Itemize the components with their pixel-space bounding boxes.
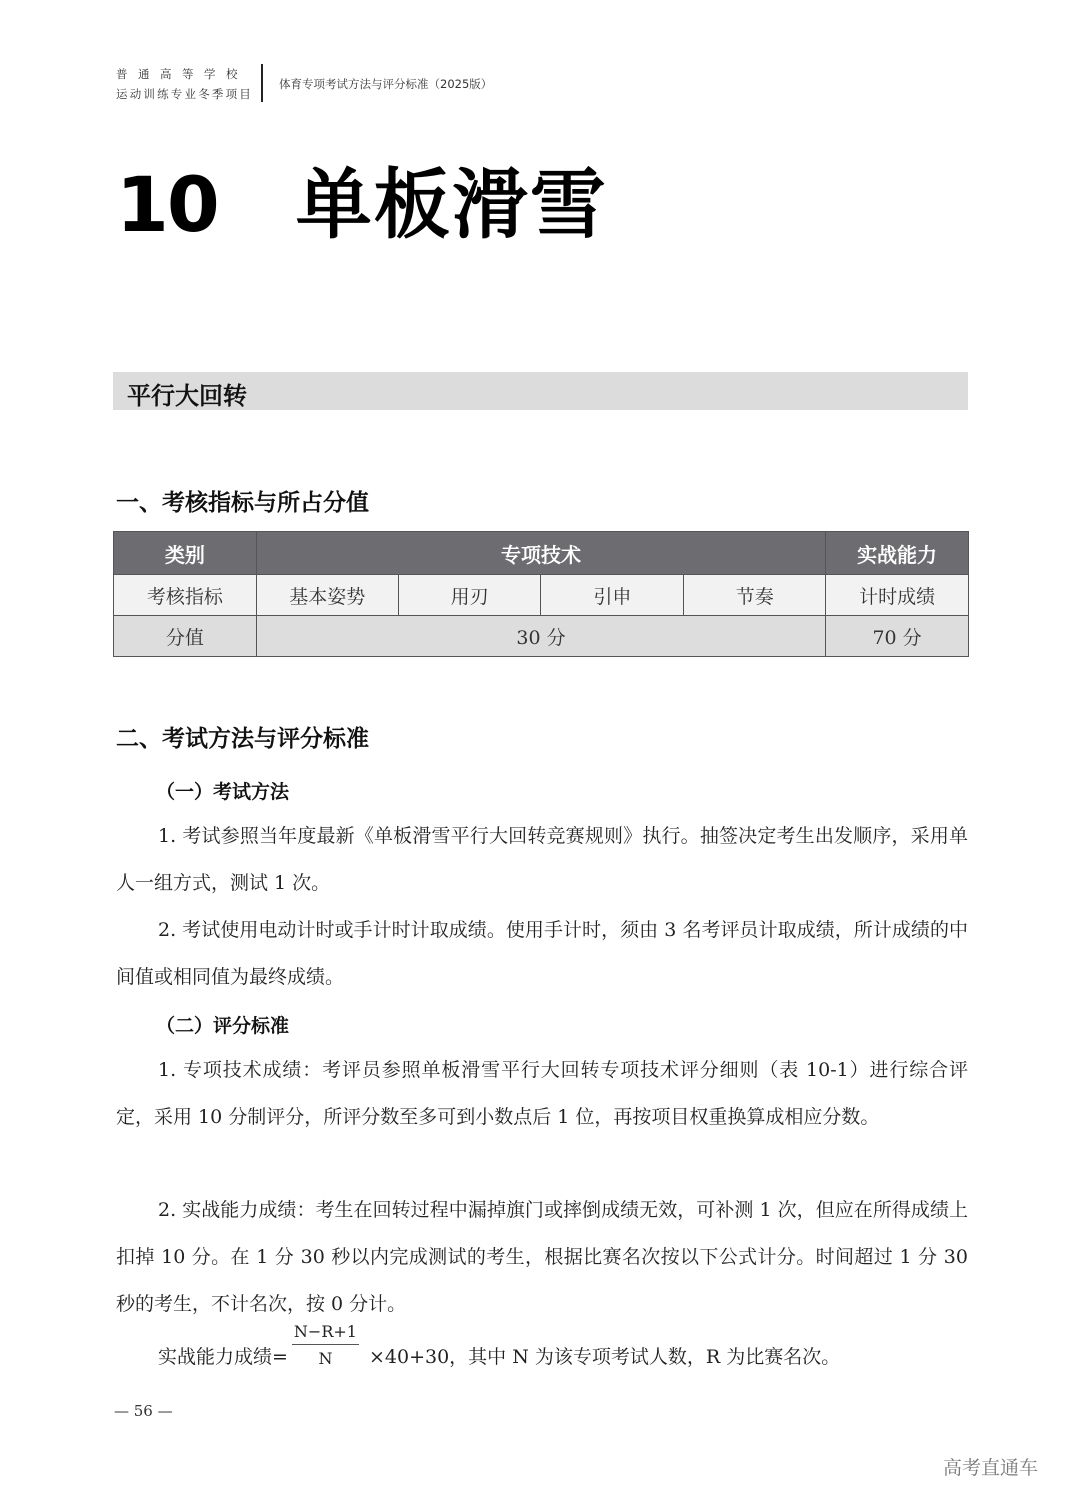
header-book-title: 体育专项考试方法与评分标准（2025版）: [279, 77, 493, 91]
paragraph-method-2: 2. 考试使用电动计时或手计时计取成绩。使用手计时，须由 3 名考评员计取成绩，所计成绩的中间值或相同值为最终成绩。: [116, 919, 968, 988]
heading-assessment-indicators: 一、考核指标与所占分值: [116, 490, 369, 516]
header-line-2: 运动训练专业冬季项目: [116, 87, 253, 101]
indicator-rhythm: 节奏: [684, 575, 826, 616]
score-allocation-table: [113, 531, 969, 657]
table-row-values: [114, 616, 969, 657]
running-header: [116, 64, 492, 104]
watermark: 高考直通车: [943, 1457, 1039, 1479]
value-technique: 30 分: [256, 616, 825, 657]
formula-denominator: N: [318, 1349, 333, 1368]
formula-label: 实战能力成绩=: [158, 1345, 288, 1368]
chapter-name: 单板滑雪: [295, 160, 608, 249]
header-category: 类别: [114, 532, 257, 575]
header-combat-ability: 实战能力: [826, 532, 969, 575]
event-title: 平行大回转: [127, 382, 247, 410]
subheading-exam-method: （一）考试方法: [156, 781, 290, 803]
chapter-number: 10: [116, 160, 218, 249]
value-combat: 70 分: [826, 616, 969, 657]
value-label: 分值: [114, 616, 257, 657]
header-special-technique: 专项技术: [256, 532, 825, 575]
combat-score-formula: [158, 1322, 841, 1378]
subheading-scoring-standard: （二）评分标准: [156, 1015, 290, 1037]
indicator-extension: 引申: [541, 575, 684, 616]
indicator-edging: 用刃: [398, 575, 541, 616]
formula-tail: ×40+30，其中 N 为该专项考试人数，R 为比赛名次。: [368, 1345, 841, 1368]
paragraph-scoring-2: 2. 实战能力成绩：考生在回转过程中漏掉旗门或摔倒成绩无效，可补测 1 次，但应在所得成绩上扣掉 10 分。在 1 分 30 秒以内完成测试的考生，根据比赛名次按以下公式计分。时间超过 1 分 30 秒的考生，不计名次，按 0 分计。: [116, 1199, 968, 1315]
event-section-bar: [113, 372, 968, 410]
header-divider: [261, 64, 263, 102]
chapter-title: [116, 160, 608, 250]
indicator-label: 考核指标: [114, 575, 257, 616]
header-line-1: 普通高等学校: [116, 67, 248, 81]
indicator-basic-posture: 基本姿势: [256, 575, 398, 616]
heading-exam-methods: 二、考试方法与评分标准: [116, 726, 369, 752]
paragraph-scoring-1: 1. 专项技术成绩：考评员参照单板滑雪平行大回转专项技术评分细则（表 10-1）进行综合评定，采用 10 分制评分，所评分数至多可到小数点后 1 位，再按项目权重换算成相应分数。: [116, 1059, 968, 1128]
page-number: — 56 —: [114, 1402, 173, 1420]
table-header-row: [114, 532, 969, 575]
formula-fraction: [292, 1322, 359, 1368]
formula-numerator: N−R+1: [292, 1322, 359, 1345]
indicator-timed-result: 计时成绩: [826, 575, 969, 616]
paragraph-method-1: 1. 考试参照当年度最新《单板滑雪平行大回转竞赛规则》执行。抽签决定考生出发顺序，采用单人一组方式，测试 1 次。: [116, 825, 968, 894]
header-left: [116, 64, 253, 104]
table-row-indicators: [114, 575, 969, 616]
